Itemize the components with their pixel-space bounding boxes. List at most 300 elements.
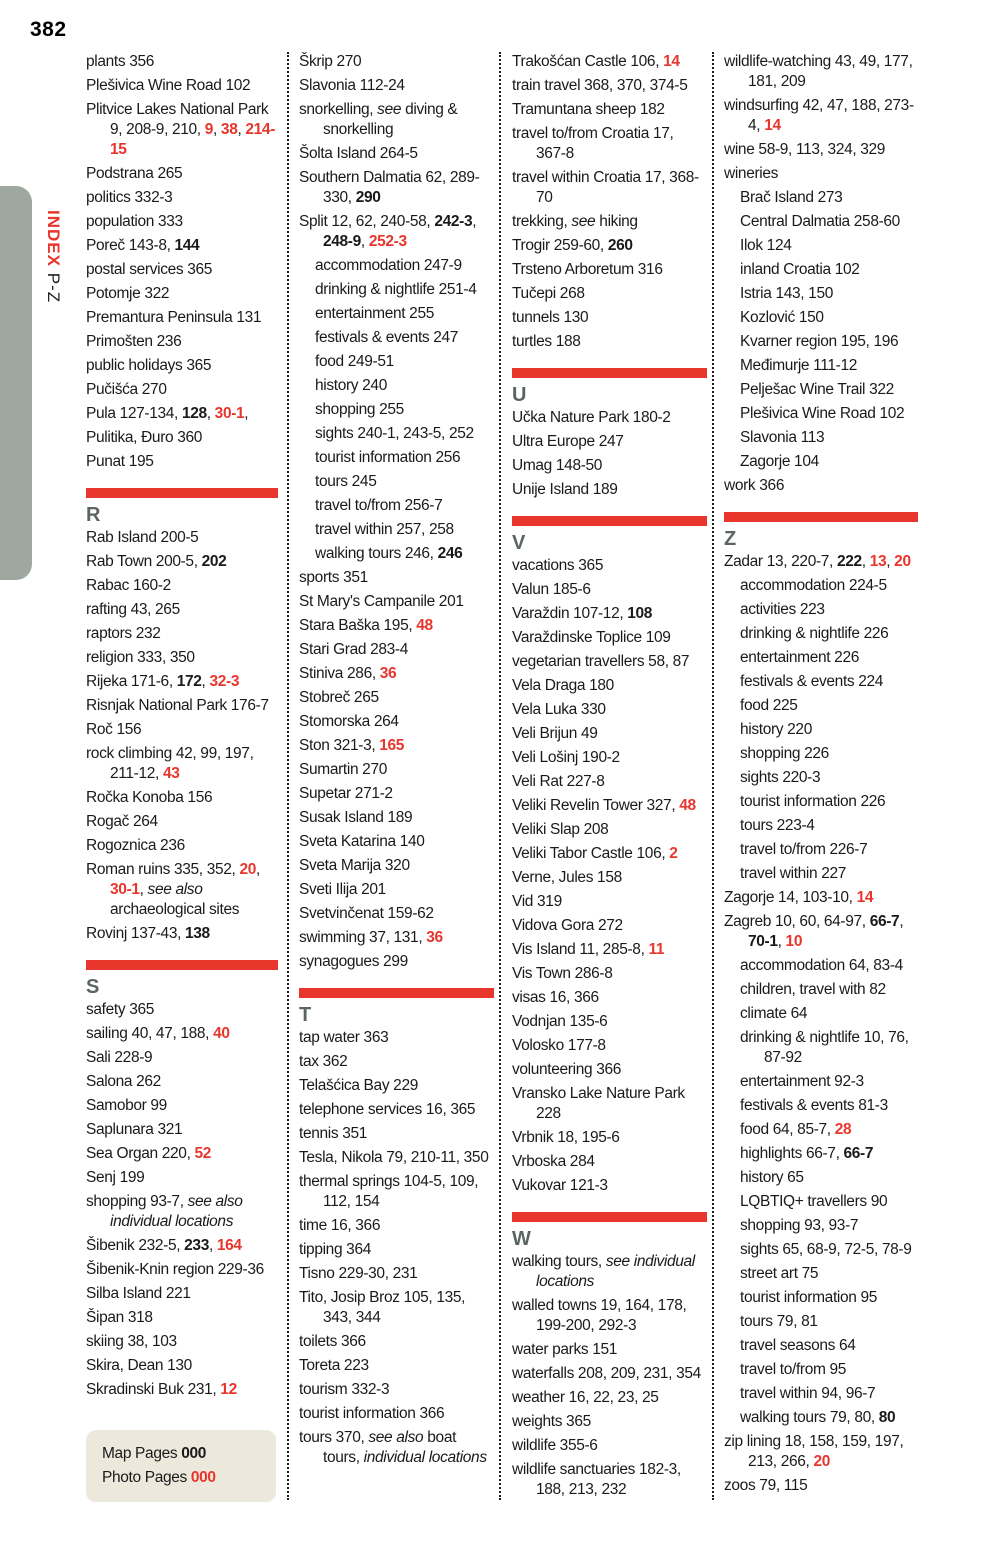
entry-text: sights 65, 68-9, 72-5, 78-9 [740,1241,912,1258]
photo-page-ref: 20 [239,861,256,878]
index-entry [86,428,278,448]
index-entry [299,100,494,140]
index-entry [512,1012,707,1032]
entry-text: skiing 38, 103 [86,1333,177,1350]
photo-page-ref: 14 [663,53,680,70]
entry-text: children, travel with 82 [740,981,886,998]
index-entry [299,688,494,708]
entry-text: Stara Baška 195, [299,617,417,634]
index-entry [512,940,707,960]
section-letter: R [86,504,101,526]
index-subentry [724,1168,918,1188]
entry-text: shopping 226 [740,745,829,762]
legend-map-label: Map Pages [102,1445,178,1462]
entry-text: , [899,913,904,930]
index-entry [299,832,494,852]
index-column-2 [299,52,494,1472]
index-subentry [724,428,918,448]
index-subentry [724,236,918,256]
index-entry [512,1436,707,1456]
index-entry [86,1308,278,1328]
map-page-ref: 66-7 [869,913,900,930]
index-entry [299,52,494,72]
index-entry [512,332,707,352]
index-entry [86,308,278,328]
index-entry [512,700,707,720]
entry-text: Tito, Josip Broz 105, 135, 343, 344 [299,1289,466,1326]
index-entry [512,1128,707,1148]
column-divider [499,52,501,1500]
entry-text: Southern Dalmatia 62, 289-330, [299,169,480,206]
index-entry [86,1260,278,1280]
index-entry [86,1332,278,1352]
map-page-ref: 222 [836,553,862,570]
entry-text: shopping 255 [315,401,404,418]
index-entry [86,76,278,96]
index-entry [299,880,494,900]
entry-text: Ston 321-3, [299,737,380,754]
photo-page-ref: 13 [869,553,887,570]
index-subentry [724,956,918,976]
index-subentry [724,1360,918,1380]
entry-text: Saplunara 321 [86,1121,183,1138]
index-entry [299,760,494,780]
entry-text: Sveta Katarina 140 [299,833,425,850]
entry-text: tourist information 256 [315,449,461,466]
entry-text: Sveta Marija 320 [299,857,410,874]
entry-text: , [255,861,260,878]
index-entry [299,784,494,804]
entry-text: Punat 195 [86,453,154,470]
entry-text: entertainment 255 [315,305,434,322]
entry-text: tours 245 [315,473,377,490]
entry-text: see [571,213,596,230]
index-subentry [724,864,918,884]
index-subentry [299,328,494,348]
section-letter: S [86,976,99,998]
entry-text: swimming 37, 131, [299,929,427,946]
entry-text: travel to/from 95 [740,1361,847,1378]
entry-text: travel to/from 256-7 [315,497,443,514]
entry-text: , [777,933,786,950]
index-entry [512,604,707,624]
entry-text: shopping 93-7, [86,1193,188,1210]
entry-text: water parks 151 [512,1341,618,1358]
index-entry [724,1432,918,1472]
entry-text: Ročka Konoba 156 [86,789,213,806]
entry-text: Šipan 318 [86,1309,153,1326]
index-entry [724,552,918,572]
index-entry [86,332,278,352]
section-letter: Z [724,528,736,550]
index-entry [299,1380,494,1400]
index-subentry [724,1120,918,1140]
index-entry [512,1036,707,1056]
entry-text: Zagorje 14, 103-10, [724,889,857,906]
index-subentry [724,576,918,596]
index-entry [512,772,707,792]
index-subentry [299,376,494,396]
entry-text: Vukovar 121-3 [512,1177,608,1194]
index-entry [299,168,494,208]
index-subentry [299,256,494,276]
index-entry [299,144,494,164]
index-entry [86,648,278,668]
map-page-ref: 108 [627,605,653,622]
entry-text: walking tours, [512,1253,606,1270]
entry-text: festivals & events 247 [315,329,459,346]
entry-text: tap water 363 [299,1029,389,1046]
entry-text: street art 75 [740,1265,819,1282]
index-subentry [724,1408,918,1428]
photo-page-ref: 30-1 [110,881,140,898]
index-entry [86,1120,278,1140]
entry-text: drinking & nightlife 226 [740,625,889,642]
index-entry [86,1096,278,1116]
entry-text: history 65 [740,1169,804,1186]
index-subentry [299,544,494,564]
section-letter: V [512,532,525,554]
index-entry [512,100,707,120]
entry-text: Tisno 229-30, 231 [299,1265,418,1282]
photo-page-ref: 10 [785,933,803,950]
index-subentry [724,744,918,764]
index-entry [299,664,494,684]
entry-text: history 220 [740,721,812,738]
index-entry [86,1236,278,1256]
entry-text: entertainment 226 [740,649,859,666]
index-entry [512,480,707,500]
entry-text: , [237,121,246,138]
entry-text: history 240 [315,377,387,394]
entry-text: Sveti Ilija 201 [299,881,386,898]
entry-text: individual locations [363,1449,487,1466]
map-page-ref: 138 [185,925,210,942]
index-entry [512,676,707,696]
entry-text: tours 223-4 [740,817,815,834]
entry-text: tourist information 366 [299,1405,445,1422]
entry-text: Plitvice Lakes National Park 9, 208-9, 210, [86,101,269,138]
entry-text: Stomorska 264 [299,713,399,730]
index-entry [86,188,278,208]
index-entry [724,96,918,136]
map-page-ref: 246 [437,545,463,562]
index-entry [512,748,707,768]
entry-text: wineries [724,165,779,182]
index-subentry [299,448,494,468]
index-subentry [724,1288,918,1308]
index-entry [512,1460,707,1500]
index-entry [299,928,494,948]
photo-page-ref: 20 [894,553,911,570]
index-entry [512,796,707,816]
page-legend [86,1430,276,1502]
entry-text: wildlife 355-6 [512,1437,598,1454]
entry-text: Tramuntana sheep 182 [512,101,665,118]
index-subentry [299,280,494,300]
index-subentry [724,768,918,788]
index-column-4 [724,52,918,1500]
index-entry [299,640,494,660]
entry-text: Zagreb 10, 60, 64-97, [724,913,870,930]
entry-text: rafting 43, 265 [86,601,180,618]
entry-text: work 366 [724,477,785,494]
entry-text: travel to/from 226-7 [740,841,868,858]
entry-text: shopping 93, 93-7 [740,1217,859,1234]
entry-text: Pučišća 270 [86,381,167,398]
entry-text: tax 362 [299,1053,348,1070]
index-subentry [724,452,918,472]
photo-page-ref: 9 [204,121,213,138]
index-subentry [299,520,494,540]
map-page-ref: 290 [355,189,381,206]
index-entry [299,1288,494,1328]
section-divider-bar [512,1212,707,1222]
entry-text: Učka Nature Park 180-2 [512,409,671,426]
entry-text: Šibenik 232-5, [86,1237,185,1254]
index-subentry [724,1028,918,1068]
index-entry [86,1024,278,1044]
entry-text: Veliki Tabor Castle 106, [512,845,670,862]
entry-text: inland Croatia 102 [740,261,860,278]
index-entry [299,616,494,636]
index-entry [86,284,278,304]
index-entry [299,76,494,96]
entry-text: tunnels 130 [512,309,589,326]
index-entry [86,452,278,472]
entry-text: , [360,233,369,250]
entry-text: Central Dalmatia 258-60 [740,213,900,230]
entry-text: train travel 368, 370, 374-5 [512,77,688,94]
entry-text: St Mary's Campanile 201 [299,593,464,610]
index-entry [86,1048,278,1068]
map-page-ref: 233 [184,1237,209,1254]
map-page-ref: 172 [176,673,202,690]
index-entry [512,236,707,256]
index-subentry [724,380,918,400]
entry-text: telephone services 16, 365 [299,1101,476,1118]
entry-text: Trsteno Arboretum 316 [512,261,663,278]
index-entry [86,528,278,548]
entry-text: Veli Brijun 49 [512,725,598,742]
index-entry [512,432,707,452]
entry-text: plants 356 [86,53,155,70]
entry-text: Samobor 99 [86,1097,167,1114]
index-entry [86,1000,278,1020]
index-entry [512,1152,707,1172]
entry-text: Volosko 177-8 [512,1037,606,1054]
entry-text: Rab Island 200-5 [86,529,199,546]
entry-text: Trakošćan Castle 106, [512,53,664,70]
section-divider-bar [86,488,278,498]
photo-page-ref: 14 [856,889,874,906]
entry-text: sights 240-1, 243-5, 252 [315,425,474,442]
index-entry [512,76,707,96]
photo-page-ref: 20 [813,1453,830,1470]
entry-text: Split 12, 62, 240-58, [299,213,435,230]
index-entry [86,1380,278,1400]
photo-page-ref: 165 [379,737,405,754]
entry-text: Ultra Europe 247 [512,433,624,450]
section-letter: T [299,1004,311,1026]
entry-text: Stiniva 286, [299,665,380,682]
entry-text: Tesla, Nikola 79, 210-11, 350 [299,1149,489,1166]
entry-text: travel to/from Croatia 17, 367-8 [512,125,674,162]
index-entry [512,1176,707,1196]
index-entry [512,844,707,864]
legend-photo-label: Photo Pages [102,1469,187,1486]
entry-text: sports 351 [299,569,368,586]
entry-text: Istria 143, 150 [740,285,833,302]
index-subentry [724,1072,918,1092]
index-entry [512,820,707,840]
side-tab [0,186,32,580]
entry-text: see also [368,1429,424,1446]
section-divider-bar [86,960,278,970]
photo-page-ref: 28 [834,1121,852,1138]
index-entry [299,1124,494,1144]
index-entry [724,52,918,92]
entry-text: Sea Organ 220, [86,1145,195,1162]
entry-text: Skradinski Buk 231, [86,1381,221,1398]
entry-text: Šolta Island 264-5 [299,145,418,162]
index-entry [86,212,278,232]
entry-text: tennis 351 [299,1125,368,1142]
index-subentry [724,1312,918,1332]
index-entry [299,1264,494,1284]
entry-text: weights 365 [512,1413,591,1430]
index-entry [512,408,707,428]
index-entry [86,404,278,424]
index-entry [512,1340,707,1360]
entry-text: Vela Draga 180 [512,677,614,694]
map-page-ref: 144 [174,237,200,254]
index-entry [86,1072,278,1092]
entry-text: Međimurje 111-12 [740,357,858,374]
index-entry [86,720,278,740]
entry-text: Risnjak National Park 176-7 [86,697,269,714]
entry-text: Stari Grad 283-4 [299,641,408,658]
index-subentry [724,1264,918,1284]
entry-text: Vransko Lake Nature Park 228 [512,1085,685,1122]
index-entry [299,1332,494,1352]
entry-text: Zadar 13, 220-7, [724,553,837,570]
map-page-ref: 202 [201,553,227,570]
index-entry [86,1144,278,1164]
index-entry [86,600,278,620]
index-entry [512,964,707,984]
legend-map-value: 000 [181,1445,207,1462]
entry-text: tipping 364 [299,1241,371,1258]
entry-text: walking tours 246, [315,545,438,562]
index-entry [512,1060,707,1080]
legend-map-pages [102,1442,276,1466]
entry-text: travel within Croatia 17, 368-70 [512,169,699,206]
entry-text: windsurfing 42, 47, 188, 273-4, [724,97,914,134]
entry-text: wildlife-watching 43, 49, 177, 181, 209 [724,53,913,90]
index-entry [512,284,707,304]
entry-text: postal services 365 [86,261,213,278]
entry-text: Vrbnik 18, 195-6 [512,1129,620,1146]
index-column-1 [86,52,278,1404]
entry-text: Stobreč 265 [299,689,379,706]
entry-text: see individual locations [536,1253,695,1290]
entry-text: Svetvinčenat 159-62 [299,905,434,922]
entry-text: synagogues 299 [299,953,408,970]
section-label [39,210,63,330]
entry-text: drinking & nightlife 251-4 [315,281,477,298]
entry-text: festivals & events 224 [740,673,884,690]
photo-page-ref: 40 [213,1025,230,1042]
entry-text: Kvarner region 195, 196 [740,333,899,350]
entry-text: Brač Island 273 [740,189,843,206]
index-entry [299,1028,494,1048]
entry-text: turtles 188 [512,333,581,350]
entry-text: tourism 332-3 [299,1381,390,1398]
index-entry [299,1428,494,1468]
index-entry [512,456,707,476]
entry-text: tourist information 95 [740,1289,878,1306]
entry-text: Valun 185-6 [512,581,591,598]
entry-text: volunteering 366 [512,1061,622,1078]
entry-text: Veli Lošinj 190-2 [512,749,620,766]
index-entry [299,952,494,972]
entry-text: Zagorje 104 [740,453,819,470]
entry-text: population 333 [86,213,183,230]
index-entry [299,712,494,732]
index-entry [512,124,707,164]
entry-text: archaeological sites [110,901,240,918]
index-entry [86,356,278,376]
index-subentry [724,284,918,304]
index-entry [724,140,918,160]
photo-page-ref: 11 [648,941,665,958]
entry-text: , [201,673,210,690]
index-entry [86,380,278,400]
entry-text: , [213,121,221,138]
entry-text: , [861,553,870,570]
index-entry [299,568,494,588]
index-subentry [724,696,918,716]
entry-text: , [472,213,477,230]
entry-text: vegetarian travellers 58, 87 [512,653,690,670]
section-divider-bar [299,988,494,998]
entry-text: Pula 127-134, [86,405,182,422]
index-entry [86,744,278,784]
index-subentry [724,1192,918,1212]
entry-text: see also [147,881,203,898]
entry-text: Skira, Dean 130 [86,1357,192,1374]
entry-text: tourist information 226 [740,793,886,810]
entry-text: Toreta 223 [299,1357,369,1374]
entry-text: Vid 319 [512,893,562,910]
photo-page-ref: 252-3 [368,233,407,250]
photo-page-ref: 43 [162,765,180,782]
entry-text: Rijeka 171-6, [86,673,177,690]
entry-text: Roman ruins 335, 352, [86,861,240,878]
index-entry [512,260,707,280]
index-entry [512,168,707,208]
entry-text: travel within 94, 96-7 [740,1385,876,1402]
index-subentry [724,624,918,644]
index-entry [512,916,707,936]
index-entry [86,672,278,692]
index-subentry [724,1144,918,1164]
map-page-ref: 260 [607,237,633,254]
entry-text: , [244,405,249,422]
entry-text: tours 79, 81 [740,1313,818,1330]
entry-text: festivals & events 81-3 [740,1097,888,1114]
